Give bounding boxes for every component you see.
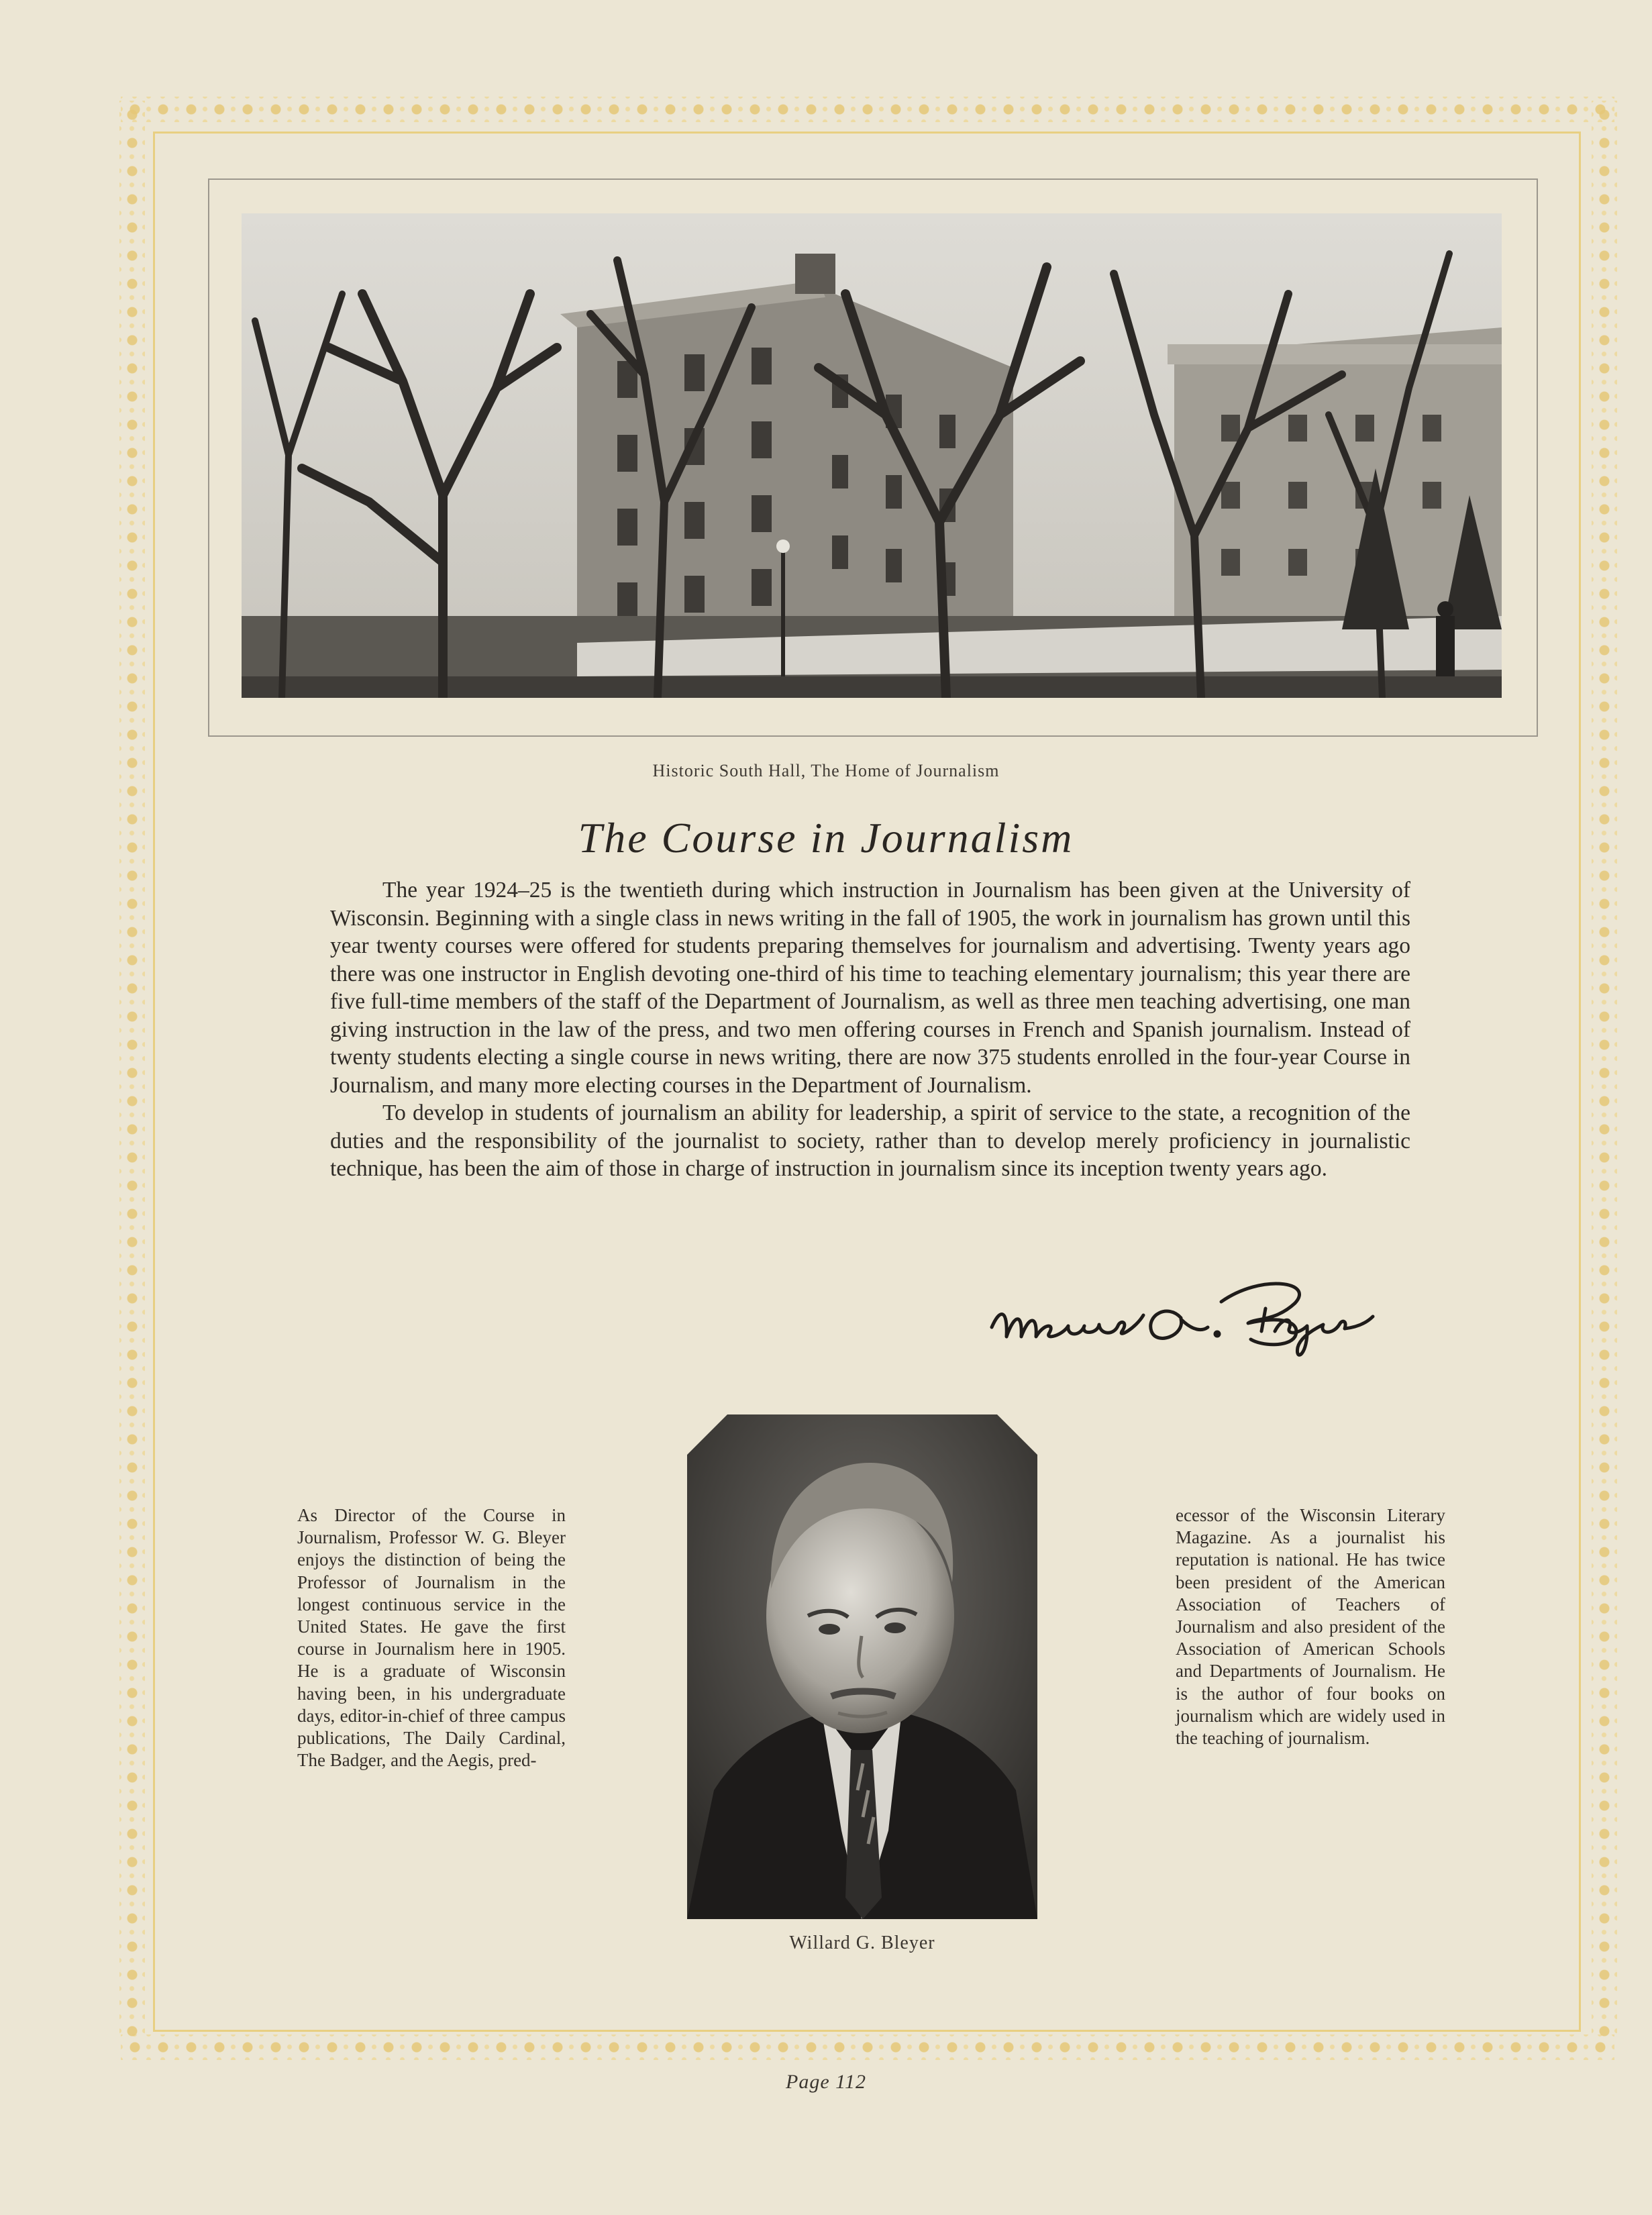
portrait-caption: Willard G. Bleyer [789,1933,935,1953]
article-paragraph: To develop in students of journalism an ability for leadership, a spirit of service to the state, a recognition of the duties and the responsibility of the journalist to society, rather than to develop merely proficiency in journalistic technique, has been the aim of those in charge of instruction in journalism since its inception twenty years ago. [330,1100,1410,1181]
portrait-illustration [687,1414,1037,1919]
bleyer-portrait [687,1414,1037,1919]
article-paragraph: The year 1924–25 is the twentieth during which instruction in Journalism has been given at the University of Wisconsin. Beginning with a single class in news writing in the fall of 1905, the work in journalism has grown until this year twenty courses were offered for students preparing themselves for journalism and advertising. Twenty years ago there was one instructor in English devoting one-third of his time to teaching elementary journalism; this year there are five full-time members of the staff of the Department of Journalism, as well as three men teaching advertising, one man giving instruction in the law of the press, and two men offering courses in French and Spanish journalism. Instead of twenty students electing a single course in news writing, there are now 375 students enrolled in the four-year Course in Journalism, and many more electing courses in the Department of Journalism. [330,878,1410,1098]
article-body [330,876,1410,1183]
ornamental-border-right [1592,101,1617,2040]
photo-caption: Historic South Hall, The Home of Journalism [652,761,1000,780]
ornamental-border-top [121,97,1614,122]
signature-drawing [980,1261,1409,1369]
profile-text-right: ecessor of the Wisconsin Literary Magazine. As a journalist his reputation is national. He has twice been president of the American Association of Teachers of Journalism and also president of the Association of American Schools and Departments of Journalism. He is the author of four books on journalism which are widely used in the teaching of journalism. [1176,1505,1445,1749]
ornamental-border-left [119,101,145,2040]
handwritten-signature [980,1261,1409,1369]
page-number: Page 112 [786,2071,866,2093]
ornamental-border-bottom [121,2034,1614,2060]
profile-text-left: As Director of the Course in Journalism, Professor W. G. Bleyer enjoys the distinction of being the Professor of Journalism in the longest continuous service in the United States. He gave the first course in Journalism here in 1905. He is a graduate of Wisconsin having been, in his undergraduate days, editor-in-chief of three campus publications, The Daily Cardinal, The Badger, and the Aegis, pred- [297,1505,566,1771]
article-title: The Course in Journalism [578,814,1074,862]
south-hall-illustration [242,213,1502,698]
south-hall-photo [242,213,1502,698]
